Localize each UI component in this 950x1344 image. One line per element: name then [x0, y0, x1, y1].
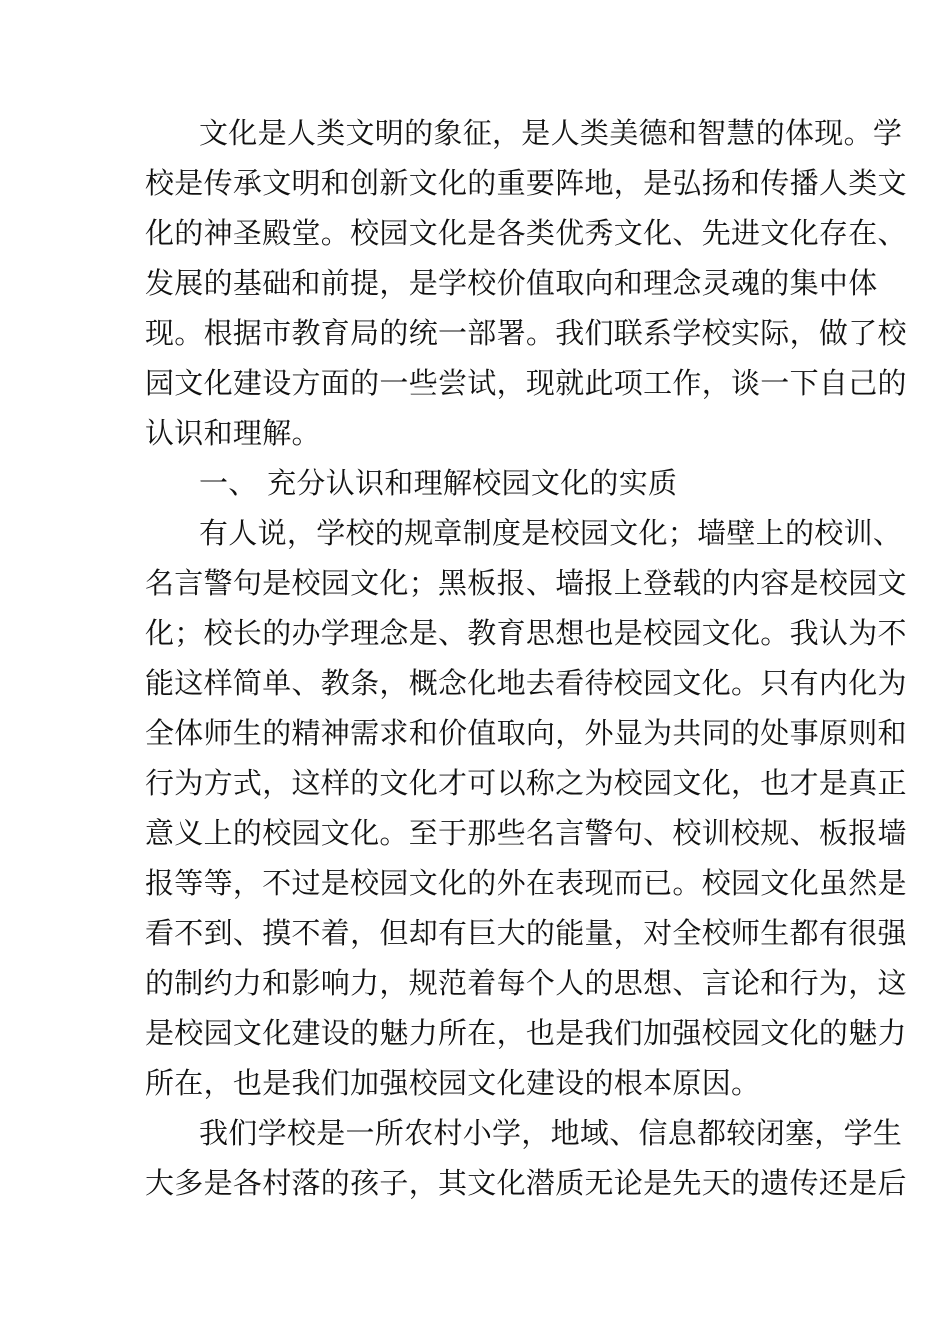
paragraph-2-line-8: 报等等，不过是校园文化的外在表现而已。校园文化虽然是 [145, 866, 907, 900]
paragraph-2-line-3: 化；校长的办学理念是、教育思想也是校园文化。我认为不 [145, 616, 907, 650]
section-heading: 一、 充分认识和理解校园文化的实质 [199, 466, 678, 500]
paragraph-1-line-5: 现。根据市教育局的统一部署。我们联系学校实际，做了校 [145, 316, 907, 350]
paragraph-2-line-1: 有人说，学校的规章制度是校园文化；墙壁上的校训、 [199, 516, 903, 550]
paragraph-2-line-11: 是校园文化建设的魅力所在，也是我们加强校园文化的魅力 [145, 1016, 907, 1050]
paragraph-2-line-5: 全体师生的精神需求和价值取向，外显为共同的处事原则和 [145, 716, 907, 750]
paragraph-1-line-4: 发展的基础和前提，是学校价值取向和理念灵魂的集中体 [145, 266, 878, 300]
paragraph-2-line-9: 看不到、摸不着，但却有巨大的能量，对全校师生都有很强 [145, 916, 907, 950]
paragraph-2-line-2: 名言警句是校园文化；黑板报、墙报上登载的内容是校园文 [145, 566, 907, 600]
paragraph-1-line-6: 园文化建设方面的一些尝试，现就此项工作，谈一下自己的 [145, 366, 907, 400]
body-text [145, 108, 907, 1208]
paragraph-1-line-3: 化的神圣殿堂。校园文化是各类优秀文化、先进文化存在、 [145, 216, 907, 250]
paragraph-2-line-4: 能这样简单、教条，概念化地去看待校园文化。只有内化为 [145, 666, 907, 700]
paragraph-2-line-10: 的制约力和影响力，规范着每个人的思想、言论和行为，这 [145, 966, 907, 1000]
paragraph-1-line-7: 认识和理解。 [145, 416, 321, 450]
paragraph-1-line-1: 文化是人类文明的象征，是人类美德和智慧的体现。学 [199, 116, 903, 150]
paragraph-1-line-2: 校是传承文明和创新文化的重要阵地，是弘扬和传播人类文 [145, 166, 907, 200]
paragraph-3-line-2: 大多是各村落的孩子，其文化潜质无论是先天的遗传还是后 [145, 1166, 907, 1200]
paragraph-3-line-1: 我们学校是一所农村小学，地域、信息都较闭塞，学生 [199, 1116, 903, 1150]
paragraph-2-line-6: 行为方式，这样的文化才可以称之为校园文化，也才是真正 [145, 766, 907, 800]
paragraph-2-line-12: 所在，也是我们加强校园文化建设的根本原因。 [145, 1066, 761, 1100]
paragraph-2-line-7: 意义上的校园文化。至于那些名言警句、校训校规、板报墙 [145, 816, 907, 850]
